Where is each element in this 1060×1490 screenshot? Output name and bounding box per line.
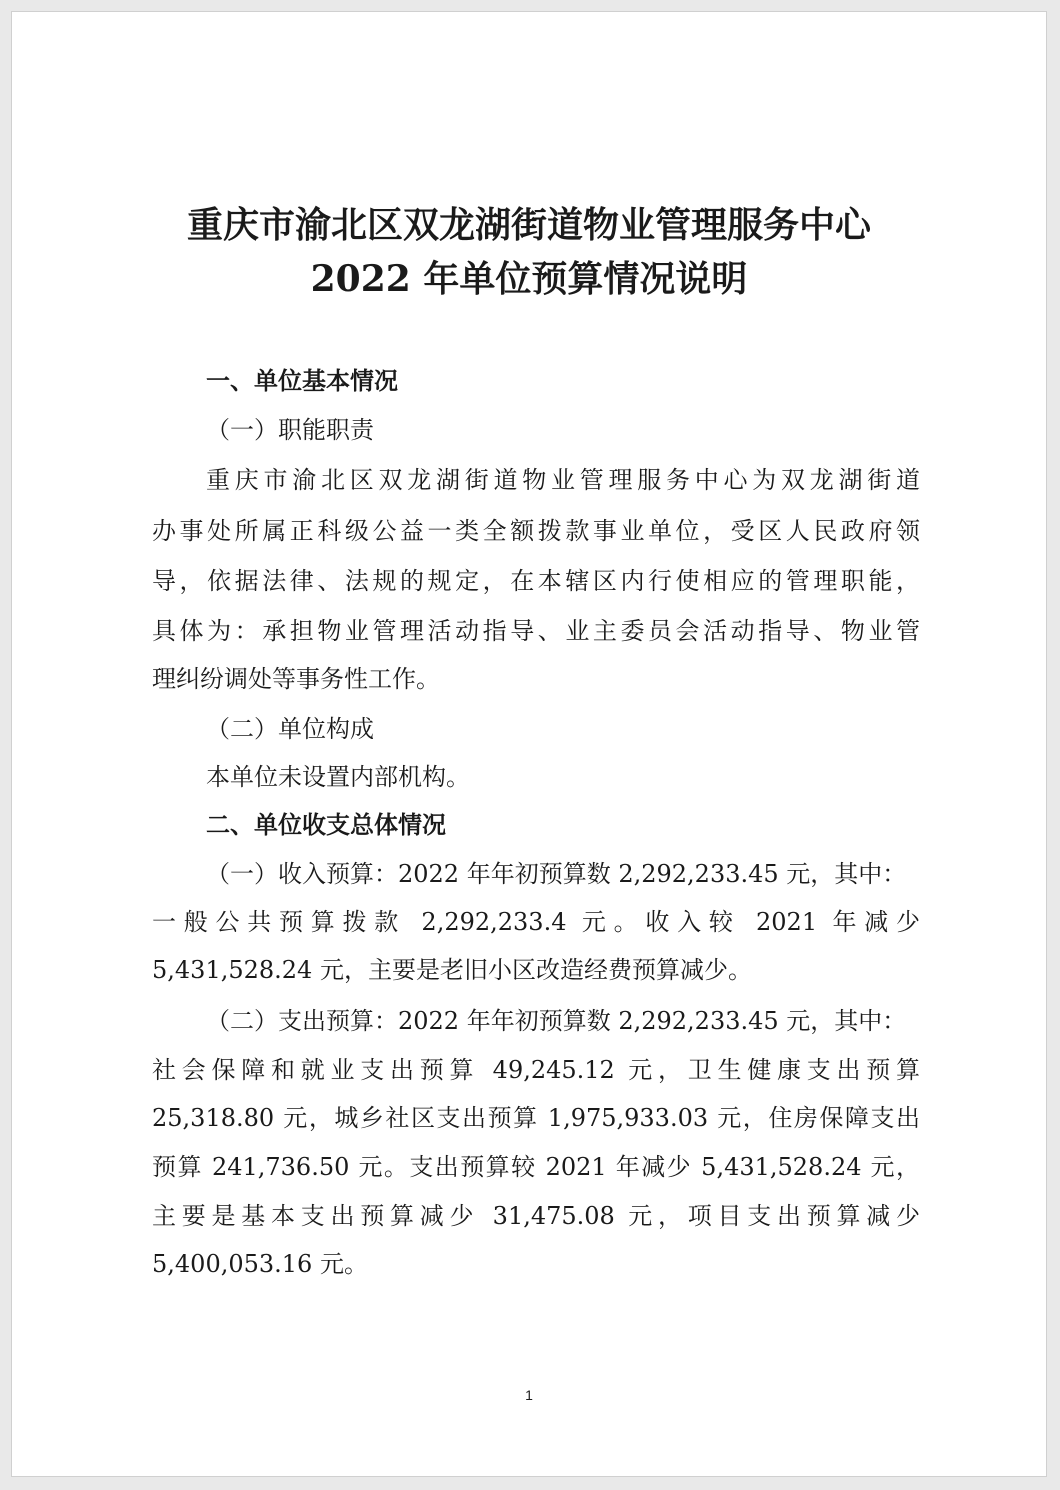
paragraph-line: 5,400,053.16 元。 [152,1250,368,1278]
document-title-line1: 重庆市渝北区双龙湖街道物业管理服务中心 [186,204,871,246]
paragraph-line: 理纠纷调处等事务性工作。 [152,665,440,693]
document-page [11,11,1047,1477]
expense-label: （二）支出预算： [206,1007,398,1035]
paragraph-line: 重庆市渝北区双龙湖街道物业管理服务中心为双龙湖街道 [206,466,920,494]
paragraph-line: 预算 241,736.50 元。支出预算较 2021 年减少 5,431,528.24 元， [152,1153,920,1181]
paragraph-line: 一般公共预算拨款 2,292,233.4 元。收入较 2021 年减少 [152,908,920,936]
expense-line-text: 2022 年年初预算数 2,292,233.45 元，其中： [398,1007,907,1035]
section2-heading: 二、单位收支总体情况 [206,810,446,839]
document-title-line2: 2022 年单位预算情况说明 [310,258,748,300]
paragraph-line: 导，依据法律、法规的规定，在本辖区内行使相应的管理职能， [152,567,920,595]
paragraph-line: 主要是基本支出预算减少 31,475.08 元，项目支出预算减少 [152,1202,920,1230]
page-number: 1 [525,1387,533,1403]
section1-sub2-heading: （二）单位构成 [206,715,374,743]
paragraph-line: 具体为：承担物业管理活动指导、业主委员会活动指导、物业管 [152,617,920,645]
paragraph-line: 社会保障和就业支出预算 49,245.12 元，卫生健康支出预算 [152,1056,920,1084]
paragraph-line: 办事处所属正科级公益一类全额拨款事业单位，受区人民政府领 [152,517,920,545]
income-line-text: 2022 年年初预算数 2,292,233.45 元，其中： [398,860,907,888]
section1-sub1-heading: （一）职能职责 [206,416,374,444]
income-label: （一）收入预算： [206,860,398,888]
section1-sub2-text: 本单位未设置内部机构。 [206,763,470,791]
expense-line-first [206,997,920,1045]
paragraph-line: 25,318.80 元，城乡社区支出预算 1,975,933.03 元，住房保障支出 [152,1104,920,1132]
income-line-first [206,850,920,898]
section1-heading: 一、单位基本情况 [206,366,398,395]
paragraph-line: 5,431,528.24 元，主要是老旧小区改造经费预算减少。 [152,956,752,984]
